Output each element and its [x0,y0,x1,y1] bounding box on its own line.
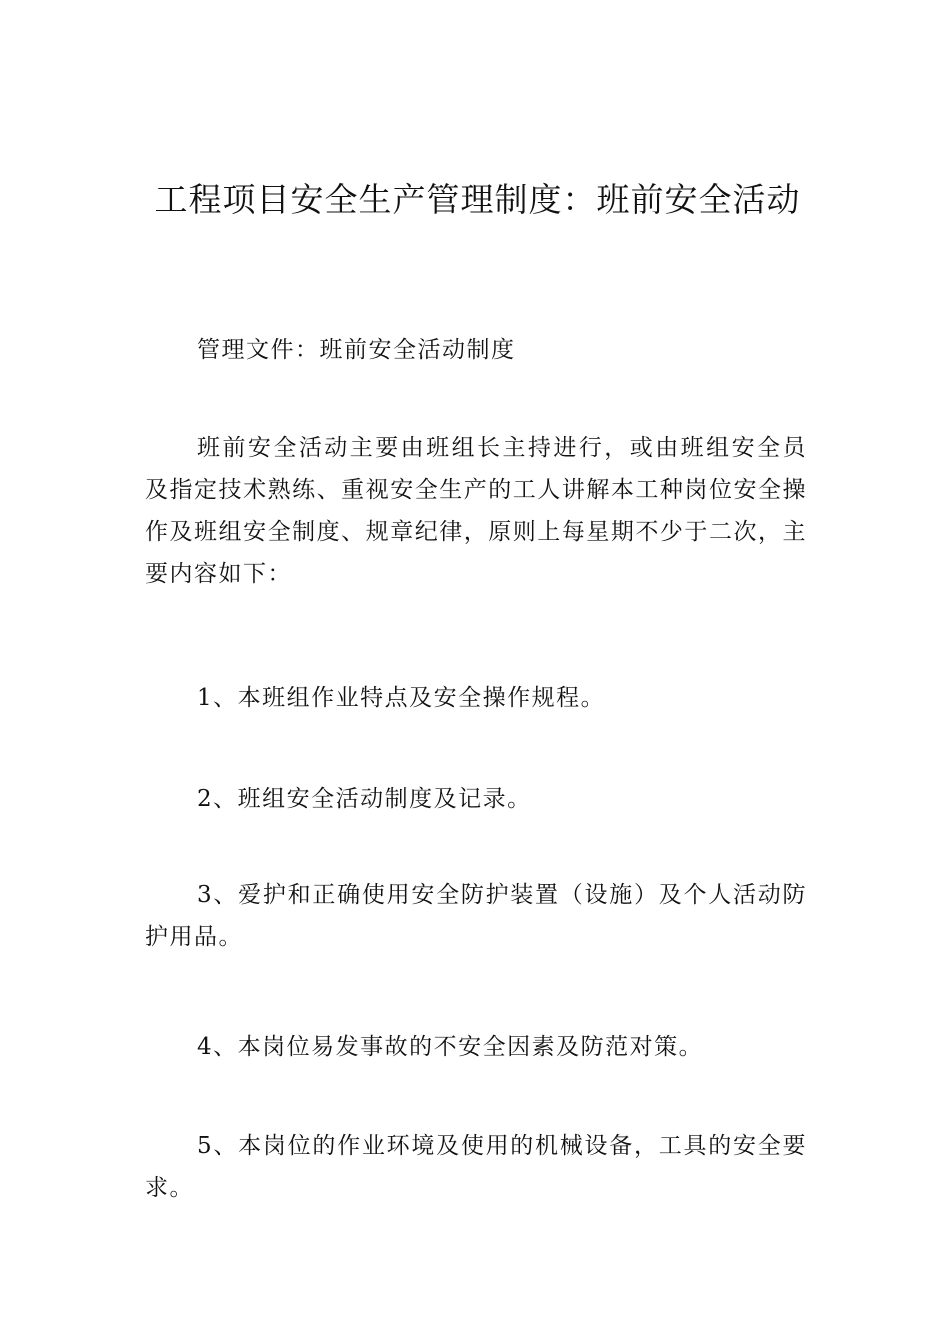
document-title: 工程项目安全生产管理制度：班前安全活动 [154,180,801,219]
intro-paragraph: 班前安全活动主要由班组长主持进行，或由班组安全员及指定技术熟练、重视安全生产的工人讲解本工种岗位安全操作及班组安全制度、规章纪律，原则上每星期不少于二次，主要内容如下： [145,435,807,587]
document-subtitle: 管理文件：班前安全活动制度 [197,337,516,363]
list-item: 3、爱护和正确使用安全防护装置（设施）及个人活动防护用品。 [145,882,807,950]
list-item: 4、本岗位易发事故的不安全因素及防范对策。 [197,1034,704,1060]
list-item: 1、本班组作业特点及安全操作规程。 [197,685,606,711]
list-item: 2、班组安全活动制度及记录。 [197,786,532,812]
list-item: 5、本岗位的作业环境及使用的机械设备，工具的安全要求。 [145,1133,807,1201]
